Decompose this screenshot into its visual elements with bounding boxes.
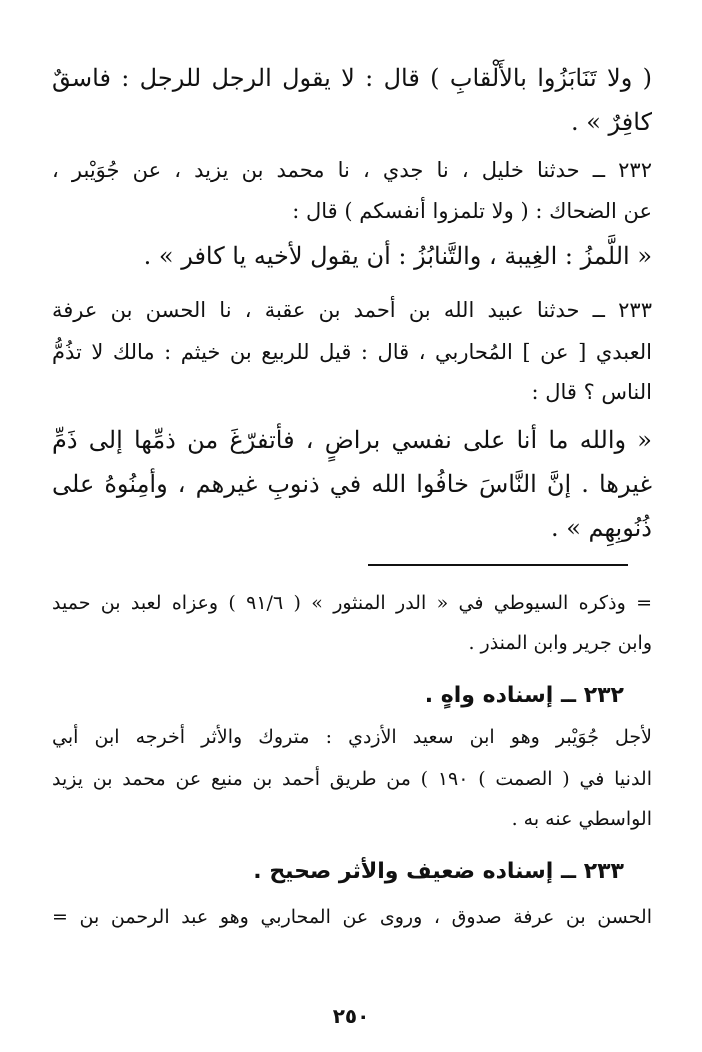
quote-233-line-2: غيرها . إنَّ النَّاسَ خافُوا الله في ذنوبِ غيرهم ، وأمِنُوهُ على bbox=[52, 470, 652, 498]
hadith-232-line-1: ٢٣٢ ــ حدثنا خليل ، نا جدي ، نا محمد بن يزيد ، عن جُوَيْبر ، bbox=[52, 158, 652, 182]
page-number: ٢٥٠ bbox=[332, 1004, 370, 1028]
footnote-232-line-1: لأجل جُوَيْبر وهو ابن سعيد الأزدي : متروك والأثر أخرجه ابن أبي bbox=[52, 726, 652, 748]
intro-line-2: كافِرٌ » . bbox=[570, 108, 652, 136]
footnote-232-line-2: الدنيا في ( الصمت ) ١٩٠ ) من طريق أحمد بن منيع عن محمد بن يزيد bbox=[52, 768, 652, 790]
hadith-233-line-1: ٢٣٣ ــ حدثنا عبيد الله بن أحمد بن عقبة ، نا الحسن بن عرفة bbox=[52, 298, 652, 322]
footnote-continuation-line-1: = وذكره السيوطي في « الدر المنثور » ( ٩١/٦ ) وعزاه لعبد بن حميد bbox=[52, 592, 652, 614]
intro-line-1: ( ولا تَنَابَزُوا بالأَلْقابِ ) قال : لا يقول الرجل للرجل : فاسقٌ bbox=[52, 64, 652, 92]
footnote-233-line-1: الحسن بن عرفة صدوق ، وروى عن المحاربي وهو عبد الرحمن بن = bbox=[52, 906, 652, 928]
footnote-divider bbox=[368, 564, 628, 566]
footnote-232-heading: ٢٣٢ ــ إسناده واهٍ . bbox=[424, 683, 624, 708]
footnote-continuation-line-2: وابن جرير وابن المنذر . bbox=[468, 632, 652, 654]
hadith-233-line-2: العبدي [ عن ] المُحاربي ، قال : قيل للربيع بن خيثم : مالك لا تذُمُّ bbox=[52, 340, 652, 364]
hadith-233-line-3: الناس ؟ قال : bbox=[531, 380, 652, 404]
hadith-232-line-3: « اللَّمزُ : الغِيبة ، والتَّنابُزُ : أن يقول لأخيه يا كافر » . bbox=[143, 242, 652, 270]
hadith-232-line-2: عن الضحاك : ( ولا تلمزوا أنفسكم ) قال : bbox=[292, 199, 652, 223]
footnote-233-heading: ٢٣٣ ــ إسناده ضعيف والأثر صحيح . bbox=[253, 859, 624, 884]
quote-233-line-1: « والله ما أنا على نفسي براضٍ ، فأتفرّغَ من ذمِّها إلى ذَمِّ bbox=[52, 426, 652, 454]
footnote-232-line-3: الواسطي عنه به . bbox=[511, 808, 652, 830]
quote-233-line-3: ذُنُوبِهِم » . bbox=[550, 514, 652, 542]
